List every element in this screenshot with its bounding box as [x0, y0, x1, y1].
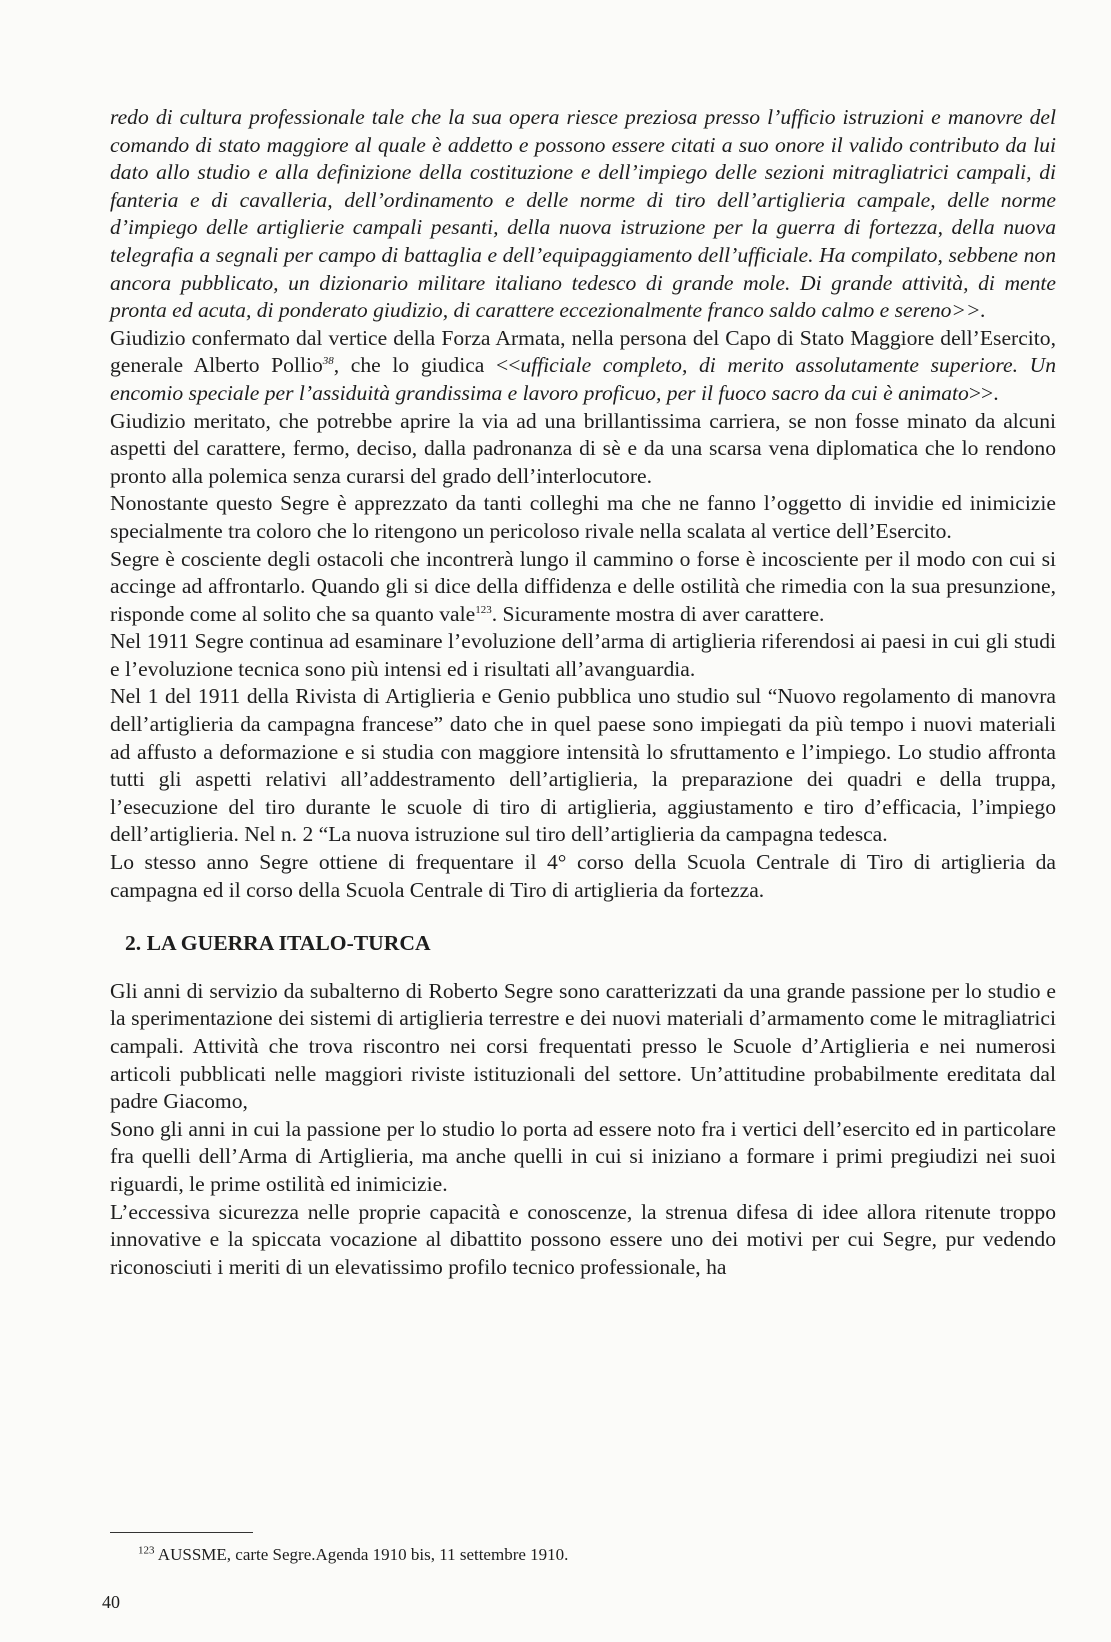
- text-segment: Segre è cosciente degli ostacoli che incontrerà lungo il cammino o forse è incosciente per il modo con cui si accinge ad affrontarlo. Quando gli si dice della diffidenza e delle ostilità che rimedia con la sua presunzione, risponde come al solito che sa quanto vale: [110, 546, 1056, 626]
- text-segment: Lo stesso anno Segre ottiene di frequentare il 4° corso della Scuola Centrale di Tiro di artiglieria da campagna ed il corso della Scuola Centrale di Tiro di artiglieria da fortezza.: [110, 850, 1056, 902]
- footnote-reference: 38: [322, 355, 334, 368]
- text-segment: Gli anni di servizio da subalterno di Roberto Segre sono caratterizzati da una grande passione per lo studio e la sperimentazione dei sistemi di artiglieria terrestre e dei nuovi materiali d’armamento come le mitragliatrici campali. Attività che trova riscontro nei corsi frequentati presso le Scuole d’Artiglieria e nei numerosi articoli pubblicati nelle maggiori riviste istituzionali del settore. Un’attitudine probabilmente ereditata dal padre Giacomo,: [110, 978, 1056, 1114]
- page-number: 40: [102, 1592, 120, 1612]
- text-segment: >>.: [968, 380, 999, 405]
- footnote-text: AUSSME, carte Segre.Agenda 1910 bis, 11 settembre 1910.: [154, 1545, 569, 1564]
- paragraph: [110, 1116, 1056, 1199]
- text-segment: Giudizio confermato dal vertice della Forza Armata, nella persona del Capo di Stato Maggiore dell’Esercito, generale Alberto Pollio: [110, 325, 1056, 378]
- paragraph: [110, 408, 1056, 491]
- paragraph: [110, 1199, 1056, 1282]
- text-segment: L’eccessiva sicurezza nelle proprie capacità e conoscenze, la strenua difesa di idee allora ritenute troppo innovative e la spiccata vocazione al dibattito possono essere uno dei motivi per cui Segre, pur vedendo riconosciuti i meriti di un elevatissimo profilo tecnico professionale, ha: [110, 1199, 1056, 1279]
- text-segment: Nel 1 del 1911 della Rivista di Artiglieria e Genio pubblica uno studio sul “Nuovo regolamento di manovra dell’artiglieria da campagna francese” dato che in quel paese sono impiegati da più tempo i nuovi materiali ad affusto a deformazione e si studia con maggiore intensità lo sfruttamento e l’impiego. Lo studio affronta tutti gli aspetti relativi all’addestramento dell’artiglieria, la preparazione dei quadri e della truppa, l’esecuzione del tiro durante le scuole di tiro di artiglieria, aggiustamento e tiro d’efficacia, l’impiego dell’artiglieria. Nel n. 2 “La nuova istruzione sul tiro dell’artiglieria da campagna tedesca.: [110, 684, 1056, 847]
- footnote-separator: [110, 1532, 253, 1533]
- section-heading: 2. LA GUERRA ITALO-TURCA: [125, 931, 431, 956]
- footnote-reference: 123: [475, 603, 492, 616]
- paragraph: [110, 546, 1056, 629]
- text-segment: ufficiale completo, di merito assolutamente superiore. Un encomio speciale per l’assiduità grandissima e lavoro proficuo, per il fuoco sacro da cui è animato: [110, 353, 1056, 405]
- paragraph: [110, 628, 1056, 683]
- paragraph: [110, 104, 1056, 325]
- body-text: [110, 104, 1056, 1281]
- paragraph: [110, 683, 1056, 849]
- paragraph: [110, 978, 1056, 1116]
- text-segment: Giudizio meritato, che potrebbe aprire la via ad una brillantissima carriera, se non fosse minato da alcuni aspetti del carattere, fermo, deciso, dalla padronanza di sè e da una scarsa vena diplomatica che lo rendono pronto alla polemica senza curarsi del grado dell’interlocutore.: [110, 408, 1056, 488]
- body-paragraphs-bottom: [110, 978, 1056, 1282]
- text-segment: . Sicuramente mostra di aver carattere.: [491, 601, 825, 626]
- text-segment: Sono gli anni in cui la passione per lo studio lo porta ad essere noto fra i vertici dell’esercito ed in particolare fra quelli dell’Arma di Artiglieria, ma anche quelli in cui si iniziano a formare i primi pregiudizi nei suoi riguardi, le prime ostilità ed inimicizie.: [110, 1116, 1056, 1196]
- paragraph: [110, 849, 1056, 904]
- text-segment: Nonostante questo Segre è apprezzato da tanti colleghi ma che ne fanno l’oggetto di invidie ed inimicizie specialmente tra coloro che lo ritengono un pericoloso rivale nella scalata al vertice dell’Esercito.: [110, 491, 1056, 543]
- footnote-number: 123: [138, 1544, 155, 1557]
- paragraph: [110, 325, 1056, 408]
- text-segment: , che lo giudica <<: [333, 353, 521, 378]
- body-paragraphs-top: [110, 104, 1056, 904]
- text-segment: Nel 1911 Segre continua ad esaminare l’evoluzione dell’arma di artiglieria riferendosi ai paesi in cui gli studi e l’evoluzione tecnica sono più intensi ed i risultati all’avanguardia.: [110, 629, 1056, 681]
- footnote: [138, 1544, 568, 1566]
- paragraph: [110, 490, 1056, 545]
- text-segment: redo di cultura professionale tale che la sua opera riesce preziosa presso l’ufficio istruzioni e manovre del comando di stato maggiore al quale è addetto e possono essere citati a suo onore il valido contributo da lui dato allo studio e alla definizione della costituzione e dell’impiego delle sezioni mitragliatrici campali, di fanteria e di cavalleria, dell’ordinamento e delle norme di tiro dell’artiglieria campale, delle norme d’impiego delle artiglierie campali pesanti, della nuova istruzione per la guerra di fortezza, della nuova telegrafia a segnali per campo di battaglia e dell’equipaggiamento dell’ufficiale. Ha compilato, sebbene non ancora pubblicato, un dizionario militare italiano tedesco di grande mole. Di grande attività, di mente pronta ed acuta, di ponderato giudizio, di carattere eccezionalmente franco saldo calmo e sereno>>.: [110, 105, 1056, 323]
